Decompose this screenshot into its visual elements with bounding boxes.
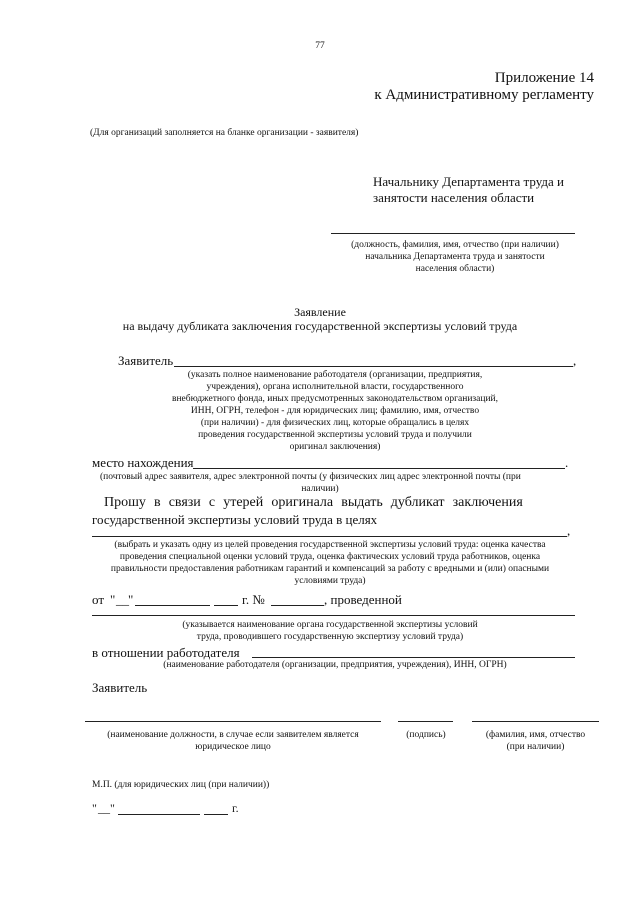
organ-hint-2: труда, проводившего государственную экспертизу условий труда) [196,632,464,642]
date-year-number-label: г. № [242,592,265,607]
date-day-blank: __ [116,592,129,607]
appendix-title: Приложение 14 [494,70,594,86]
location-hint-1: (почтовый адрес заявителя, адрес электронной почты (у физических лиц адрес электронной почты (при [100,472,521,482]
applicant-hint-6: проведения государственной экспертизы условий труда и получили [198,430,472,440]
purpose-hint-4: условиями труда) [294,576,366,586]
signature-blank-line [398,721,453,722]
addressee-hint-3: населения области) [415,264,495,274]
applicant-hint-1: (указать полное наименование работодателя (организации, предприятия, [187,370,483,380]
applicant-hint-3: внебюджетного фонда, иных предусмотренных законодательством организаций, [171,394,498,404]
applicant-comma: , [573,353,577,368]
applicant-hint-2: учреждения), органа исполнительной власти, государственного [206,382,464,392]
location-blank-line [193,468,565,469]
stamp-note: М.П. (для юридических лиц (при наличии)) [92,780,270,790]
applicant-hint-7: оригинал заключения) [289,442,381,452]
employer-blank-line [252,657,575,658]
employer-hint: (наименование работодателя (организации, предприятия, учреждения), ИНН, ОГРН) [163,660,507,670]
signature-hint: (подпись) [406,730,446,740]
organ-blank-line [92,615,575,616]
position-blank-line [85,721,381,722]
applicant-blank-line [174,366,573,367]
name-hint-2: (при наличии) [506,742,565,752]
location-hint-2: наличии) [301,484,339,494]
appendix-subtitle: к Административному регламенту [374,87,594,103]
signature-applicant-label: Заявитель [92,680,148,695]
addressee-line-1: Начальнику Департамента труда и [373,174,564,189]
applicant-label: Заявитель [118,353,174,368]
final-date-quote-close: " [110,801,115,815]
final-date-year-blank [204,814,228,815]
addressee-hint-2: начальника Департамента труда и занятости [365,252,545,262]
purpose-hint-1: (выбрать и указать одну из целей проведения государственной экспертизы условий труда: оценка качества [114,540,546,550]
conducted-label: , проведенной [324,592,402,607]
date-from-label: от [92,592,105,607]
final-date-day-blank: __ [98,801,110,815]
purpose-hint-3: правильности предоставления работникам гарантий и компенсаций за работу с вредными и (или) опасными [110,564,550,574]
addressee-hint-1: (должность, фамилия, имя, отчество (при наличии) [351,240,559,250]
addressee-blank-line [331,233,575,234]
purpose-comma: , [567,523,571,538]
final-date-month-blank [118,814,200,815]
addressee-line-2: занятости населения области [373,190,535,205]
request-line-2: государственной экспертизы условий труда в целях [92,512,378,527]
employer-label: в отношении работодателя [92,645,240,660]
name-hint-1: (фамилия, имя, отчество [485,730,586,740]
purpose-hint-2: проведения специальной оценки условий труда, оценка фактических условий труда работников, оценка [119,552,541,562]
organ-hint-1: (указывается наименование органа государственной экспертизы условий [182,620,478,630]
applicant-hint-5: (при наличии) - для физических лиц, которые обращались в целях [200,418,470,428]
document-subtitle: на выдачу дубликата заключения государственной экспертизы условий труда [122,319,518,333]
number-blank [271,605,324,606]
final-date-quote-open: " [92,801,97,815]
request-line-1: Прошу в связи с утерей оригинала выдать дубликат заключения [104,495,523,510]
page-number: 77 [315,41,325,51]
date-quote-open: " [110,592,116,607]
location-period: . [565,455,569,470]
position-hint-2: юридическое лицо [195,742,271,752]
location-label: место нахождения [92,455,194,470]
document-title: Заявление [294,305,346,319]
purpose-blank-line [92,536,567,537]
applicant-hint-4: ИНН, ОГРН, телефон - для юридических лиц; фамилию, имя, отчество [190,406,480,416]
date-year-blank [214,605,238,606]
letterhead-note: (Для организаций заполняется на бланке организации - заявителя) [90,128,359,138]
name-blank-line [472,721,599,722]
date-quote-close: " [128,592,134,607]
date-month-blank [135,605,210,606]
position-hint-1: (наименование должности, в случае если заявителем является [107,730,359,740]
final-date-year-label: г. [232,801,239,815]
